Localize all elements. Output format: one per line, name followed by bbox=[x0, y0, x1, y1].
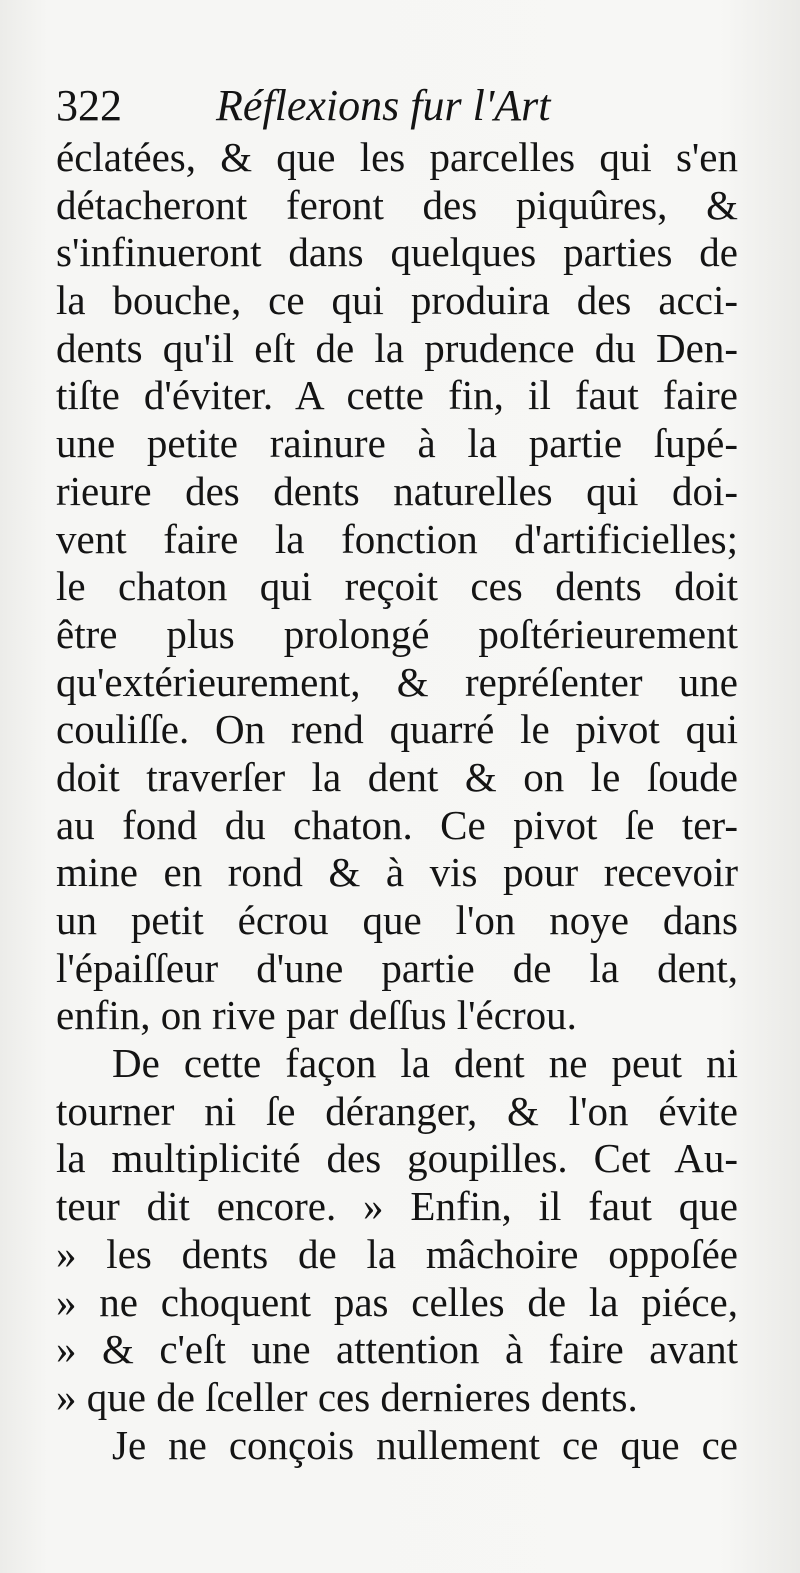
text-line: tiſte d'éviter. A cette fin, il faut faire bbox=[56, 372, 738, 419]
text-line: s'infinueront dans quelques parties de bbox=[56, 229, 738, 276]
text-line: doit traverſer la dent & on le ſoude bbox=[56, 753, 738, 800]
text-line: détacheront feront des piquûres, & bbox=[56, 181, 738, 228]
text-line: rieure des dents naturelles qui doi- bbox=[56, 467, 738, 514]
text-line: » ne choquent pas celles de la piéce, bbox=[56, 1278, 738, 1325]
text-line: couliſſe. On rend quarré le pivot qui bbox=[56, 706, 738, 753]
text-line: Je ne conçois nullement ce que ce bbox=[112, 1421, 738, 1468]
text-line: vent faire la fonction d'artificielles; bbox=[56, 515, 738, 562]
text-line: tourner ni ſe déranger, & l'on évite bbox=[56, 1087, 738, 1134]
text-line: » que de ſceller ces dernieres dents. bbox=[56, 1373, 638, 1420]
text-line: dents qu'il eſt de la prudence du Den- bbox=[56, 324, 738, 371]
text-line: » & c'eſt une attention à faire avant bbox=[56, 1326, 738, 1373]
text-line: une petite rainure à la partie ſupé- bbox=[56, 420, 738, 467]
text-line: éclatées, & que les parcelles qui s'en bbox=[56, 134, 738, 180]
text-line: enfin, on rive par deſſus l'écrou. bbox=[56, 992, 577, 1039]
running-head: Réflexions fur l'Art bbox=[216, 81, 551, 130]
page-number: 322 bbox=[56, 81, 122, 130]
text-line: la multiplicité des goupilles. Cet Au- bbox=[56, 1135, 738, 1182]
text-line: être plus prolongé poſtérieurement bbox=[56, 610, 738, 657]
text-line: qu'extérieurement, & repréſenter une bbox=[56, 658, 738, 705]
page-header bbox=[56, 78, 736, 134]
text-line: la bouche, ce qui produira des acci- bbox=[56, 277, 738, 324]
text-line: un petit écrou que l'on noye dans bbox=[56, 897, 738, 943]
text-line: » les dents de la mâchoire oppoſée bbox=[56, 1230, 738, 1277]
text-line: De cette façon la dent ne peut ni bbox=[112, 1040, 738, 1087]
body-text bbox=[56, 134, 738, 1469]
text-line: teur dit encore. » Enfin, il faut que bbox=[56, 1183, 738, 1230]
text-line: au fond du chaton. Ce pivot ſe ter- bbox=[56, 801, 738, 848]
text-line: le chaton qui reçoit ces dents doit bbox=[56, 563, 738, 610]
text-line: l'épaiſſeur d'une partie de la dent, bbox=[56, 944, 738, 991]
text-line: mine en rond & à vis pour recevoir bbox=[56, 849, 738, 896]
